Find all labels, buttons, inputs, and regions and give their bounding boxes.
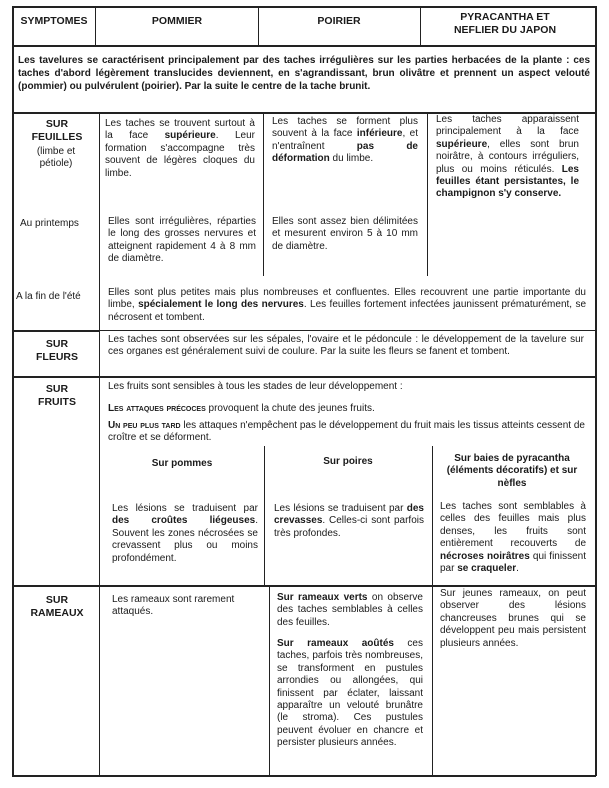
fruits-baies-text <box>440 501 586 575</box>
intro-paragraph <box>18 54 590 94</box>
fruits-label-divider <box>99 376 100 586</box>
feuilles-poirier-t4: pas de déformation <box>272 140 418 165</box>
feuilles-pommier-t2: supérieure <box>164 130 216 142</box>
feuilles-poirier-t5: du limbe. <box>329 153 374 165</box>
fruits-baies-t2: nécroses noirâtres <box>440 550 530 562</box>
fin-ete-t2: spécialement le long des nervures <box>138 299 304 311</box>
sur-poires-heading: Sur poires <box>323 456 373 467</box>
printemps-poirier-text: Elles sont assez bien délimitées et mesurent environ 5 à 10 mm de diamètre. <box>272 216 418 252</box>
feuilles-label: SUR FEUILLES <box>31 118 83 143</box>
fruits-pommes-t2: des croûtes liégeuses <box>112 515 256 527</box>
feuilles-pyra-t4: Les feuilles étant persistantes, le champignon s'y conserve. <box>436 163 579 200</box>
fin-ete-text <box>108 287 586 324</box>
header-divider <box>12 45 596 47</box>
fruits-baies-t3: qui finissent par <box>440 550 586 575</box>
header-pommier: POMMIER <box>151 15 203 27</box>
rameaux-pommier-text: Les rameaux sont rarement attaqués. <box>112 594 235 618</box>
feuilles-divider-left <box>12 330 100 332</box>
feuilles-poirier-t3: , et n'entraînent <box>272 128 418 152</box>
fin-ete-t3: . Les feuilles fortement infectées jaunissent prématurément, se nécrosent et tombent. <box>108 299 587 323</box>
table-border-right <box>595 6 597 776</box>
fin-ete-label: A la fin de l'été <box>16 291 81 302</box>
rameaux-poirier-t1: Sur rameaux verts <box>277 592 368 603</box>
fruits-pommes-t1: Les lésions se traduisent par <box>112 503 258 514</box>
fin-ete-t1: Elles sont plus petites mais plus nombreuses et confluentes. Elles recouvrent une partie importante du limbe, <box>108 287 586 311</box>
fruits-poires-t3: . Celles-ci sont parfois très profondes. <box>274 515 424 539</box>
rameaux-col-divider-1 <box>269 585 270 776</box>
table-border-left <box>12 6 14 776</box>
fruits-precoces-text: provoquent la chute des jeunes fruits. <box>205 403 375 414</box>
fruits-poires-t2: des crevasses <box>274 503 424 527</box>
feuilles-pommier-text <box>105 118 255 180</box>
feuilles-divider <box>99 330 596 331</box>
feuilles-pommier-t3: . Leur formation s'accompagne très souvent de légères cloques du limbe. <box>105 130 255 179</box>
header-symptomes: SYMPTOMES <box>20 15 88 27</box>
fruits-label: SUR FRUITS <box>38 383 76 408</box>
feuilles-poirier-t1: Les taches se forment plus souvent à la face <box>272 116 418 140</box>
rameaux-poirier-text-1 <box>277 592 423 629</box>
sur-baies-heading: Sur baies de pyracantha (éléments décoratifs) et sur nèfles <box>446 453 578 489</box>
fruits-col-divider-1 <box>264 446 265 586</box>
fruits-baies-t5: . <box>516 563 519 575</box>
fruits-poires-text <box>274 503 424 540</box>
feuilles-pyra-t2: supérieure <box>436 138 488 150</box>
rameaux-poirier-text-2 <box>277 638 423 750</box>
fruits-baies-t4: se craqueler <box>457 563 517 575</box>
feuilles-sublabel: (limbe et pétiole) <box>36 146 76 169</box>
header-pyracantha: PYRACANTHA ET NEFLIER DU JAPON <box>453 11 557 36</box>
fleurs-label: SUR FLEURS <box>36 338 78 363</box>
rameaux-poirier-t4: ces taches, parfois très nombreuses, se transforment en pustules arrondies ou allongées, qui finissent par éclater, laissant apparaître un velouté brunâtre (le stroma). Ces pustules peuvent évoluer en chancre et persister plusieurs années. <box>277 638 423 749</box>
feuilles-pyra-text <box>436 114 579 201</box>
feuilles-pommier-t1: Les taches se trouvent surtout à la face <box>105 118 255 142</box>
fruits-baies-t1: Les taches sont semblables à celles des feuilles mais plus denses, les fruits sont entièrement recouverts de <box>440 501 586 550</box>
fruits-plus-tard-text: les attaques n'empêchent pas le développement du fruit mais les tissus atteints cessent de croître et se déforment. <box>108 420 585 444</box>
feuilles-col-divider-2 <box>427 112 428 276</box>
fruits-attaques-precoces <box>108 403 588 415</box>
rameaux-pyra-text: Sur jeunes rameaux, on peut observer des lésions chancreuses brunes qui se développent peu mais persistent plusieurs années. <box>440 588 586 649</box>
fruits-line1: Les fruits sont sensibles à tous les stades de leur développement : <box>108 381 403 392</box>
fruits-pommes-text <box>112 503 258 565</box>
feuilles-col-divider-1 <box>263 112 264 276</box>
header-poirier: POIRIER <box>317 15 361 27</box>
fruits-plus-tard-label: Un peu plus tard <box>108 420 181 431</box>
table-border-top <box>12 6 596 8</box>
fruits-poires-t1: Les lésions se traduisent par <box>274 503 407 514</box>
fleurs-label-divider <box>99 330 100 377</box>
fruits-pommes-t3: . Souvent les zones nécrosées se crevassent plus ou moins profondément. <box>112 515 258 564</box>
intro-text: Les tavelures se caractérisent principalement par des taches irrégulières sur les parties herbacées de la plante : ces taches d'abord légèrement translucides deviennent, en s'agrandissant, brun olivâtre et prennent un aspect velouté (pommier) ou pulvérulent (poirier). Par la suite le centre de la tache brunit. <box>18 55 590 93</box>
rameaux-col-divider-2 <box>432 585 433 776</box>
rameaux-label: SUR RAMEAUX <box>30 594 84 619</box>
rameaux-label-divider <box>99 585 100 776</box>
header-col-divider-3 <box>420 6 421 46</box>
feuilles-pyra-t3: , elles sont brun noirâtre, à contours irréguliers, plus ou moins réticulés. <box>436 138 579 175</box>
rameaux-poirier-t3: Sur rameaux aoûtés <box>277 638 394 649</box>
printemps-label: Au printemps <box>20 218 79 229</box>
feuilles-poirier-t2: inférieure <box>356 128 403 140</box>
feuilles-pyra-t1: Les taches apparaissent principalement à la face <box>436 114 579 138</box>
fleurs-text: Les taches sont observées sur les sépales, l'ovaire et le pédoncule : le développement de la tavelure sur ces organes est généralement suivi de coulure. Par la suite les fleurs se fanent et tombent. <box>108 334 584 358</box>
fruits-plus-tard <box>108 420 586 445</box>
feuilles-poirier-text <box>272 116 418 166</box>
fruits-col-divider-2 <box>432 446 433 586</box>
printemps-pommier-text: Elles sont irrégulières, réparties le long des grosses nervures et atteignent rapidement 4 à 8 mm de diamètre. <box>108 216 256 265</box>
rameaux-poirier-t2: on observe des taches semblables à celles des feuilles. <box>277 592 423 628</box>
fruits-precoces-label: Les attaques précoces <box>108 403 206 414</box>
sur-pommes-heading: Sur pommes <box>151 458 213 469</box>
